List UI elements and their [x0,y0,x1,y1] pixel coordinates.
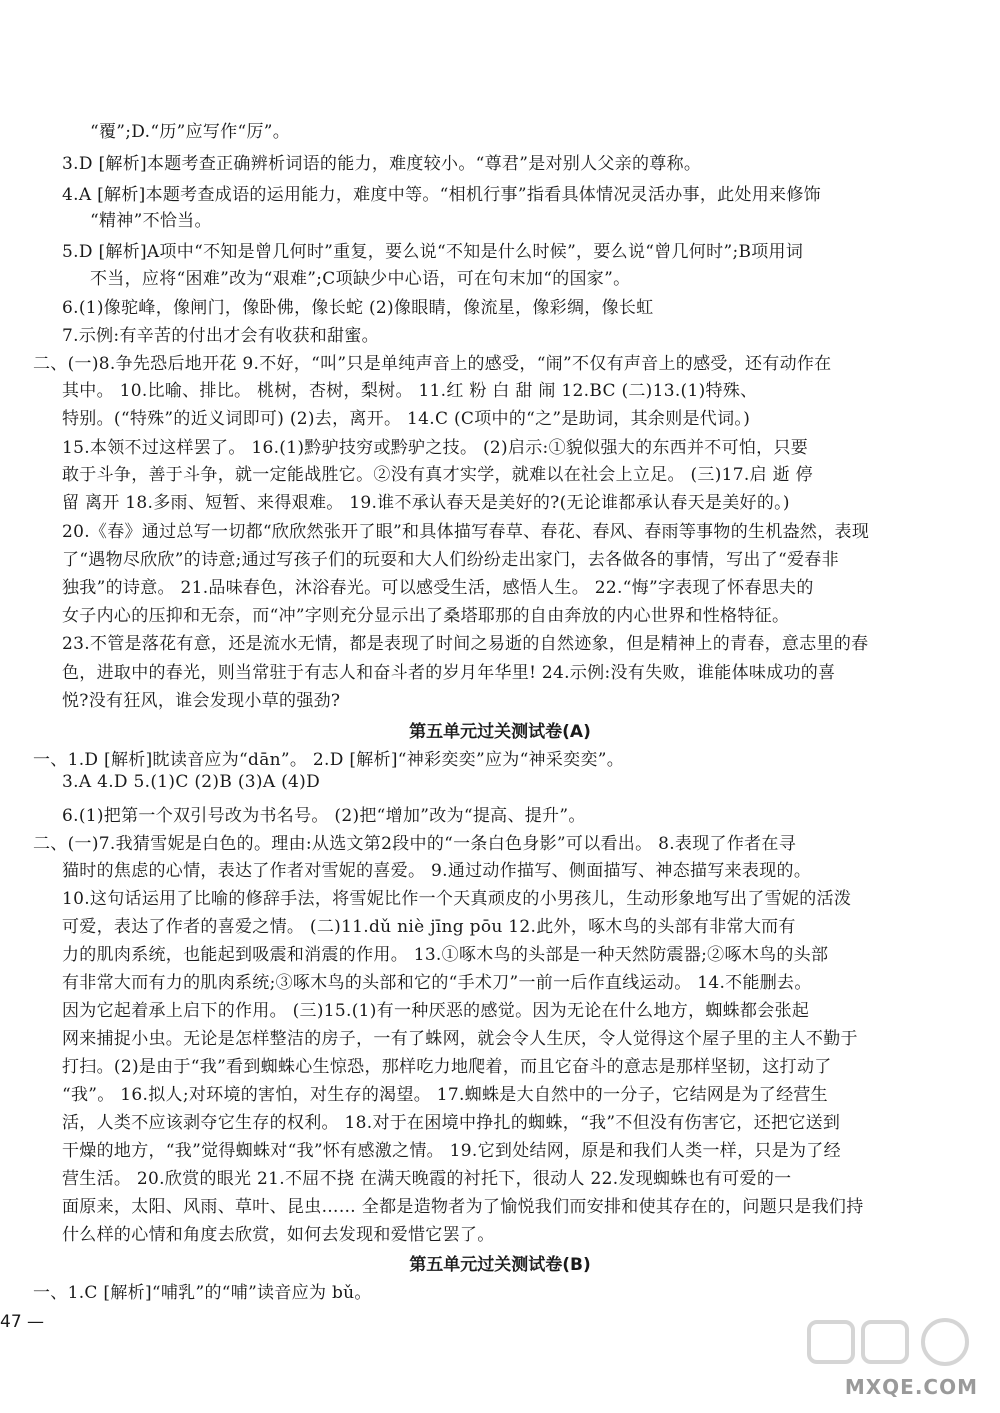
text-line: 10.这句话运用了比喻的修辞手法，将雪妮比作一个天真顽皮的小男孩儿，生动形象地写出了雪妮的活泼 [62,889,852,909]
text-line: 3.D [解析]本题考查正确辨析词语的能力，难度较小。“尊君”是对别人父亲的尊称。 [62,154,702,174]
text-line: “精神”不恰当。 [90,211,212,231]
text-line: 猫时的焦虑的心情，表达了作者对雪妮的喜爱。 9.通过动作描写、侧面描写、神态描写来表现的。 [62,861,812,881]
text-line: “我”。 16.拟人;对环境的害怕，对生存的渴望。 17.蜘蛛是大自然中的一分子，它结网是为了经营生 [62,1085,828,1105]
text-line: 女子内心的压抑和无奈，而“冲”字则充分显示出了桑塔耶那的自由奔放的内心世界和性格特征。 [62,606,790,626]
text-line: 有非常大而有力的肌肉系统;③啄木鸟的头部和它的“手术刀”一前一后作直线运动。 14.不能删去。 [62,973,812,993]
text-line: 7.示例:有辛苦的付出才会有收获和甜蜜。 [62,326,379,346]
text-line: 4.A [解析]本题考查成语的运用能力，难度中等。“相机行事”指看具体情况灵活办事，此处用来修饰 [62,185,821,205]
text-line: 不当，应将“困难”改为“艰难”;C项缺少中心语，可在句末加“的国家”。 [90,269,631,289]
text-line: 色，进取中的春光，则当常驻于有志人和奋斗者的岁月年华里! 24.示例:没有失败，谁能体味成功的喜 [62,663,836,683]
text-line: 因为它起着承上启下的作用。 (三)15.(1)有一种厌恶的感觉。因为无论在什么地方，蜘蛛都会张起 [62,1001,810,1021]
text-line: 活，人类不应该剥夺它生存的权利。 18.对于在困境中挣扎的蜘蛛，“我”不但没有伤害它，还把它送到 [62,1113,841,1133]
text-line: 一、1.D [解析]眈读音应为“dān”。 2.D [解析]“神彩奕奕”应为“神采奕奕”。 [33,750,625,770]
text-line: “覆”;D.“历”应写作“厉”。 [90,122,291,142]
text-line: 6.(1)把第一个双引号改为书名号。 (2)把“增加”改为“提高、提升”。 [62,806,586,826]
text-line: 干燥的地方，“我”觉得蜘蛛对“我”怀有感激之情。 19.它到处结网，原是和我们人类一样，只是为了经 [62,1141,841,1161]
text-line: 6.(1)像驼峰，像闸门，像卧佛，像长蛇 (2)像眼睛，像流星，像彩绸，像长虹 [62,298,654,318]
text-line: 留 离开 18.多雨、短暂、来得艰难。 19.谁不承认春天是美好的?(无论谁都承认春天是美好的。) [62,493,790,513]
text-line: 什么样的心情和角度去欣赏，如何去发现和爱惜它罢了。 [62,1225,495,1245]
text-line: 二、(一)8.争先恐后地开花 9.不好，“叫”只是单纯声音上的感受，“闹”不仅有声音上的感受，还有动作在 [33,354,832,374]
text-line: 一、1.C [解析]“哺乳”的“哺”读音应为 bǔ。 [33,1283,372,1303]
section-title-a: 第五单元过关测试卷(A) [409,722,591,742]
section-title-b: 第五单元过关测试卷(B) [409,1255,591,1275]
text-line: 5.D [解析]A项中“不知是曾几何时”重复，要么说“不知是什么时候”，要么说“曾几何时”;B项用词 [62,242,804,262]
text-line: 悦?没有狂风，谁会发现小草的强劲? [62,691,341,711]
text-line: 其中。 10.比喻、排比。 桃树，杏树，梨树。 11.红 粉 白 甜 闹 12.BC (二)13.(1)特殊、 [62,381,758,401]
text-line: 打扫。(2)是由于“我”看到蜘蛛心生惊恐，那样吃力地爬着，而且它奋斗的意志是那样坚韧，这打动了 [62,1057,832,1077]
text-line: 23.不管是落花有意，还是流水无情，都是表现了时间之易逝的自然迹象，但是精神上的青春，意志里的春 [62,634,869,654]
text-line: 特别。(“特殊”的近义词即可) (2)去，离开。 14.C (C项中的“之”是助词，其余则是代词。) [62,409,751,429]
text-line: 了“遇物尽欣欣”的诗意;通过写孩子们的玩耍和大人们纷纷走出家门，去各做各的事情，写出了“爱春非 [62,550,839,570]
text-line: 3.A 4.D 5.(1)C (2)B (3)A (4)D [62,772,321,792]
page-number: 47 — [0,1312,45,1332]
text-line: 力的肌肉系统，也能起到吸震和消震的作用。 13.①啄木鸟的头部是一种天然防震器;②啄木鸟的头部 [62,945,829,965]
text-line: 20.《春》通过总写一切都“欣欣然张开了眼”和具体描写春草、春花、春风、春雨等事物的生机盎然，表现 [62,522,870,542]
text-line: 二、(一)7.我猜雪妮是白色的。理由:从选文第2段中的“一条白色身影”可以看出。 8.表现了作者在寻 [33,834,797,854]
watermark-text: MXQE.COM [844,1375,978,1399]
text-line: 独我”的诗意。 21.品味春色，沐浴春光。可以感受生活，感悟人生。 22.“悔”字表现了怀春思夫的 [62,578,814,598]
text-line: 面原来，太阳、风雨、草叶、昆虫…… 全都是造物者为了愉悦我们而安排和使其存在的，问题只是我们持 [62,1197,864,1217]
text-line: 可爱，表达了作者的喜爱之情。 (二)11.dǔ niè jīng pōu 12.此外，啄木鸟的头部有非常大而有 [62,917,796,937]
text-line: 营生活。 20.欣赏的眼光 21.不屈不挠 在满天晚霞的衬托下，很动人 22.发现蜘蛛也有可爱的一 [62,1169,792,1189]
text-line: 网来捕捉小虫。无论是怎样整洁的房子，一有了蛛网，就会令人生厌，令人觉得这个屋子里的主人不勤于 [62,1029,858,1049]
text-line: 敢于斗争，善于斗争，就一定能战胜它。②没有真才实学，就难以在社会上立足。 (三)17.启 逝 停 [62,465,813,485]
text-line: 15.本领不过这样罢了。 16.(1)黔驴技穷或黔驴之技。 (2)启示:①貌似强大的东西并不可怕，只要 [62,438,809,458]
